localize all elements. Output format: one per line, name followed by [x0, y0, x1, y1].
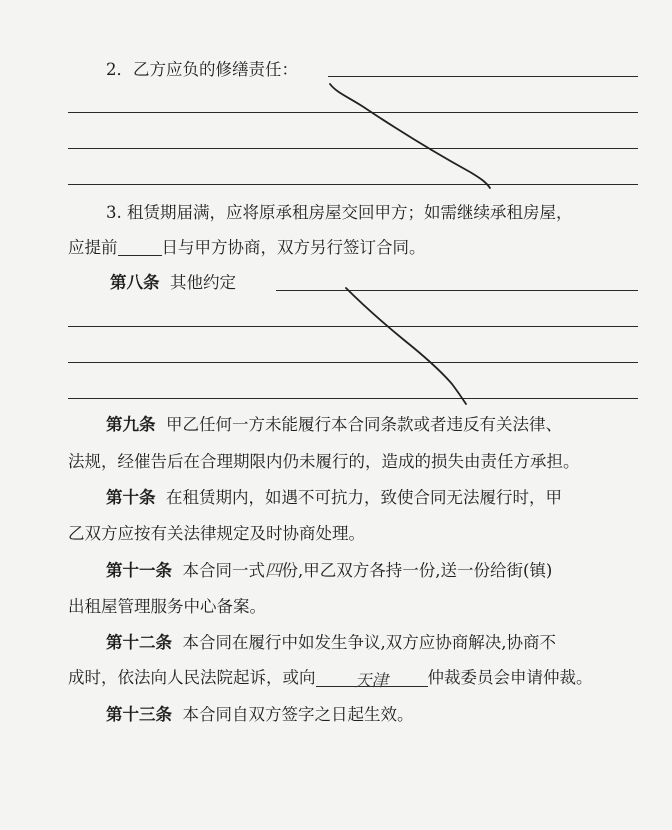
article-9-title: 第九条	[106, 415, 156, 434]
article-10-title: 第十条	[106, 488, 156, 507]
item-3-line-2-before: 应提前	[68, 238, 118, 257]
article-10-line-2: 乙双方应按有关法律规定及时协商处理。	[68, 524, 365, 543]
item-2-label: 2．乙方应负的修缮责任：	[106, 60, 298, 79]
handwritten-city: 天津	[355, 671, 388, 690]
item-3-line-1: 3. 租赁期届满，应将原承租房屋交回甲方；如需继续承租房屋，	[106, 203, 573, 222]
article-11-title: 第十一条	[106, 561, 172, 580]
article-13-text: 本合同自双方签字之日起生效。	[182, 705, 414, 724]
article-9-text-1: 甲乙任何一方未能履行本合同条款或者违反有关法律、	[166, 415, 562, 434]
article-12-text-1: 本合同在履行中如发生争议,双方应协商解决,协商不	[182, 633, 556, 652]
strike-stroke-item-2	[330, 84, 490, 188]
article-9-line-2: 法规，经催告后在合理期限内仍未履行的，造成的损失由责任方承担。	[68, 452, 580, 471]
article-12-title: 第十二条	[106, 633, 172, 652]
handwritten-copy-count: 四	[265, 561, 282, 580]
article-13-title: 第十三条	[106, 705, 172, 724]
article-10-text-1: 在租赁期内，如遇不可抗力，致使合同无法履行时，甲	[166, 488, 562, 507]
article-8-text: 其他约定	[170, 273, 236, 292]
article-12-text-after: 仲裁委员会申请仲裁。	[427, 668, 593, 687]
item-3-line-2-after: 日与甲方协商，双方另行签订合同。	[161, 238, 426, 257]
article-11-text-after: 份,甲乙双方各持一份,送一份给街(镇)	[281, 561, 553, 580]
article-8-title: 第八条	[110, 273, 160, 292]
article-11-line-2: 出租屋管理服务中心备案。	[68, 597, 266, 616]
article-12-text-before: 成时，依法向人民法院起诉，或向	[68, 668, 316, 687]
article-11-text-before: 本合同一式	[182, 561, 265, 580]
strike-stroke-article-8	[346, 288, 466, 404]
